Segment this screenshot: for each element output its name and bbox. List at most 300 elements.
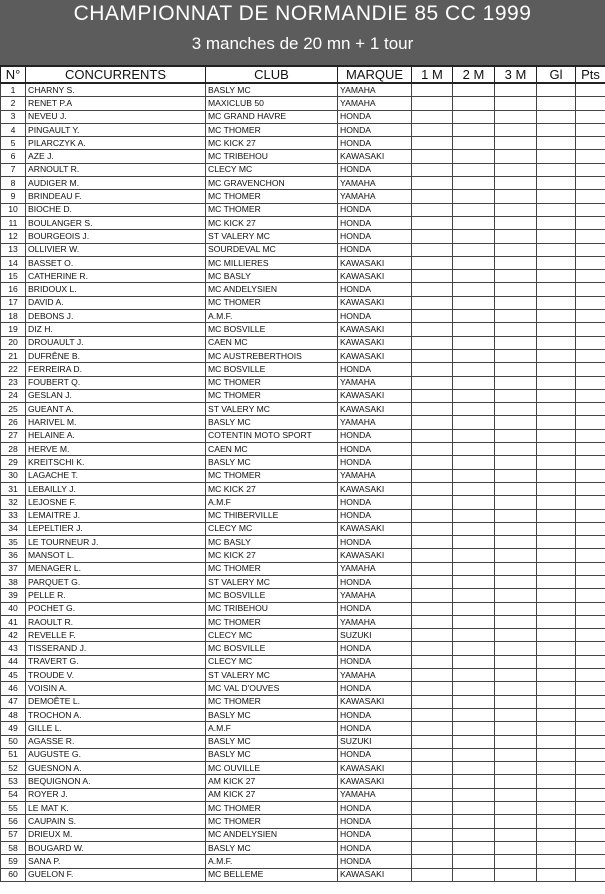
table-row <box>1 655 605 668</box>
brand-name: YAMAHA <box>338 83 412 97</box>
result-cell <box>537 602 576 615</box>
club-name: MC KICK 27 <box>206 549 338 562</box>
table-row <box>1 562 605 575</box>
brand-name: KAWASAKI <box>338 762 412 775</box>
row-number: 16 <box>1 283 26 296</box>
result-cell <box>576 150 605 163</box>
club-name: SOURDEVAL MC <box>206 243 338 256</box>
result-cell <box>453 536 495 549</box>
brand-name: YAMAHA <box>338 669 412 682</box>
club-name: MC BASLY <box>206 536 338 549</box>
club-name: MC BOSVILLE <box>206 363 338 376</box>
result-cell <box>537 296 576 309</box>
competitor-name: PARQUET G. <box>26 575 206 588</box>
row-number: 44 <box>1 655 26 668</box>
row-number: 3 <box>1 110 26 123</box>
result-cell <box>495 469 537 482</box>
brand-name: KAWASAKI <box>338 522 412 535</box>
result-cell <box>537 256 576 269</box>
row-number: 30 <box>1 469 26 482</box>
result-cell <box>495 456 537 469</box>
result-cell <box>453 216 495 229</box>
row-number: 46 <box>1 682 26 695</box>
result-cell <box>412 536 453 549</box>
result-cell <box>453 589 495 602</box>
table-row <box>1 323 605 336</box>
result-cell <box>495 123 537 136</box>
result-cell <box>495 802 537 815</box>
row-number: 32 <box>1 496 26 509</box>
result-cell <box>412 310 453 323</box>
club-name: MC BOSVILLE <box>206 642 338 655</box>
brand-name: HONDA <box>338 536 412 549</box>
page-subtitle: 3 manches de 20 mn + 1 tour <box>191 34 414 53</box>
result-cell <box>412 695 453 708</box>
result-cell <box>412 735 453 748</box>
club-name: BASLY MC <box>206 748 338 761</box>
club-name: MC THOMER <box>206 296 338 309</box>
result-cell <box>537 469 576 482</box>
row-number: 6 <box>1 150 26 163</box>
table-row <box>1 549 605 562</box>
row-number: 5 <box>1 137 26 150</box>
brand-name: HONDA <box>338 363 412 376</box>
result-cell <box>576 682 605 695</box>
result-cell <box>537 748 576 761</box>
competitor-name: AGASSE R. <box>26 735 206 748</box>
competitor-name: TROUDE V. <box>26 669 206 682</box>
row-number: 14 <box>1 256 26 269</box>
table-row <box>1 802 605 815</box>
competitor-name: DEBONS J. <box>26 310 206 323</box>
result-cell <box>495 575 537 588</box>
result-cell <box>537 416 576 429</box>
club-name: MC MILLIERES <box>206 256 338 269</box>
table-row <box>1 389 605 402</box>
brand-name: HONDA <box>338 708 412 721</box>
result-cell <box>412 190 453 203</box>
row-number: 55 <box>1 802 26 815</box>
result-cell <box>576 243 605 256</box>
brand-name: HONDA <box>338 123 412 136</box>
table-row <box>1 469 605 482</box>
result-cell <box>495 695 537 708</box>
table-row <box>1 815 605 828</box>
table-row <box>1 775 605 788</box>
competitor-name: GUESNON A. <box>26 762 206 775</box>
result-cell <box>412 443 453 456</box>
result-cell <box>412 349 453 362</box>
club-name: CAEN MC <box>206 443 338 456</box>
result-cell <box>537 349 576 362</box>
result-cell <box>453 296 495 309</box>
club-name: MC KICK 27 <box>206 482 338 495</box>
result-cell <box>412 642 453 655</box>
result-cell <box>537 216 576 229</box>
table-row <box>1 270 605 283</box>
brand-name: YAMAHA <box>338 190 412 203</box>
result-cell <box>576 403 605 416</box>
result-cell <box>576 788 605 801</box>
row-number: 21 <box>1 349 26 362</box>
table-row <box>1 522 605 535</box>
result-cell <box>537 669 576 682</box>
brand-name: HONDA <box>338 815 412 828</box>
row-number: 45 <box>1 669 26 682</box>
row-number: 26 <box>1 416 26 429</box>
result-cell <box>576 190 605 203</box>
row-number: 54 <box>1 788 26 801</box>
result-cell <box>537 855 576 868</box>
club-name: MC THOMER <box>206 123 338 136</box>
table-header-row <box>1 66 605 83</box>
result-cell <box>537 83 576 97</box>
table-row <box>1 163 605 176</box>
table-row <box>1 110 605 123</box>
result-cell <box>537 549 576 562</box>
competitor-name: GESLAN J. <box>26 389 206 402</box>
table-row <box>1 443 605 456</box>
result-cell <box>495 841 537 854</box>
row-number: 19 <box>1 323 26 336</box>
result-cell <box>495 203 537 216</box>
result-cell <box>495 855 537 868</box>
result-cell <box>576 270 605 283</box>
result-cell <box>537 190 576 203</box>
header-col-race-1: 1 M <box>412 66 453 83</box>
result-cell <box>453 283 495 296</box>
result-cell <box>453 416 495 429</box>
result-cell <box>453 429 495 442</box>
result-cell <box>412 615 453 628</box>
row-number: 23 <box>1 376 26 389</box>
result-cell <box>412 216 453 229</box>
result-cell <box>453 376 495 389</box>
row-number: 40 <box>1 602 26 615</box>
table-row <box>1 841 605 854</box>
result-cell <box>453 469 495 482</box>
brand-name: HONDA <box>338 722 412 735</box>
brand-name: SUZUKI <box>338 735 412 748</box>
row-number: 13 <box>1 243 26 256</box>
row-number: 1 <box>1 83 26 97</box>
table-row <box>1 403 605 416</box>
result-cell <box>495 283 537 296</box>
table-row <box>1 243 605 256</box>
result-cell <box>453 336 495 349</box>
result-cell <box>495 349 537 362</box>
result-cell <box>537 708 576 721</box>
table-row <box>1 482 605 495</box>
brand-name: YAMAHA <box>338 97 412 110</box>
result-cell <box>412 177 453 190</box>
result-cell <box>537 310 576 323</box>
result-cell <box>495 83 537 97</box>
competitor-name: HARIVEL M. <box>26 416 206 429</box>
result-cell <box>576 310 605 323</box>
result-cell <box>412 509 453 522</box>
competitor-name: BOULANGER S. <box>26 216 206 229</box>
result-cell <box>453 762 495 775</box>
club-name: ST VALERY MC <box>206 669 338 682</box>
club-name: MC TRIBEHOU <box>206 602 338 615</box>
brand-name: KAWASAKI <box>338 868 412 881</box>
result-cell <box>576 389 605 402</box>
result-cell <box>412 203 453 216</box>
brand-name: KAWASAKI <box>338 256 412 269</box>
result-cell <box>576 522 605 535</box>
result-cell <box>412 83 453 97</box>
table-row <box>1 602 605 615</box>
result-cell <box>537 762 576 775</box>
header-col-overall: Gl <box>537 66 576 83</box>
club-name: MC THOMER <box>206 562 338 575</box>
club-name: MC KICK 27 <box>206 216 338 229</box>
result-cell <box>412 602 453 615</box>
result-cell <box>537 575 576 588</box>
brand-name: KAWASAKI <box>338 150 412 163</box>
competitor-name: GILLE L. <box>26 722 206 735</box>
result-cell <box>537 403 576 416</box>
brand-name: YAMAHA <box>338 469 412 482</box>
competitor-name: GUEANT A. <box>26 403 206 416</box>
result-cell <box>495 163 537 176</box>
brand-name: HONDA <box>338 137 412 150</box>
competitor-name: AZE J. <box>26 150 206 163</box>
competitor-name: FERREIRA D. <box>26 363 206 376</box>
result-cell <box>412 815 453 828</box>
result-cell <box>453 243 495 256</box>
competitor-name: REVELLE F. <box>26 629 206 642</box>
result-cell <box>412 336 453 349</box>
brand-name: HONDA <box>338 456 412 469</box>
brand-name: HONDA <box>338 443 412 456</box>
table-row <box>1 828 605 841</box>
competitor-name: LE MAT K. <box>26 802 206 815</box>
club-name: BASLY MC <box>206 735 338 748</box>
table-row <box>1 376 605 389</box>
result-cell <box>576 802 605 815</box>
result-cell <box>495 522 537 535</box>
table-row <box>1 855 605 868</box>
result-cell <box>495 748 537 761</box>
result-cell <box>576 110 605 123</box>
header-col-brand: MARQUE <box>338 66 412 83</box>
header-banner <box>0 0 605 65</box>
result-cell <box>537 815 576 828</box>
row-number: 22 <box>1 363 26 376</box>
club-name: MC THIBERVILLE <box>206 509 338 522</box>
brand-name: KAWASAKI <box>338 549 412 562</box>
table-row <box>1 509 605 522</box>
result-cell <box>537 496 576 509</box>
competitor-name: PINGAULT Y. <box>26 123 206 136</box>
result-cell <box>537 868 576 881</box>
result-cell <box>537 230 576 243</box>
brand-name: HONDA <box>338 855 412 868</box>
result-cell <box>576 137 605 150</box>
result-cell <box>537 443 576 456</box>
row-number: 24 <box>1 389 26 402</box>
competitor-name: BEQUIGNON A. <box>26 775 206 788</box>
result-cell <box>495 216 537 229</box>
result-cell <box>576 536 605 549</box>
row-number: 18 <box>1 310 26 323</box>
result-cell <box>453 403 495 416</box>
result-cell <box>412 562 453 575</box>
club-name: MC GRAVENCHON <box>206 177 338 190</box>
competitor-name: AUDIGER M. <box>26 177 206 190</box>
competitor-name: LAGACHE T. <box>26 469 206 482</box>
brand-name: HONDA <box>338 243 412 256</box>
brand-name: HONDA <box>338 575 412 588</box>
result-cell <box>495 642 537 655</box>
row-number: 9 <box>1 190 26 203</box>
competitor-name: BRINDEAU F. <box>26 190 206 203</box>
brand-name: HONDA <box>338 216 412 229</box>
result-cell <box>412 270 453 283</box>
table-row <box>1 429 605 442</box>
table-row <box>1 536 605 549</box>
result-cell <box>537 775 576 788</box>
result-cell <box>537 509 576 522</box>
row-number: 20 <box>1 336 26 349</box>
club-name: BASLY MC <box>206 456 338 469</box>
brand-name: YAMAHA <box>338 376 412 389</box>
result-cell <box>576 642 605 655</box>
club-name: BASLY MC <box>206 83 338 97</box>
result-cell <box>576 655 605 668</box>
club-name: MC THOMER <box>206 815 338 828</box>
result-cell <box>412 855 453 868</box>
competitor-name: OLLIVIER W. <box>26 243 206 256</box>
result-cell <box>412 708 453 721</box>
competitor-name: BOURGEOIS J. <box>26 230 206 243</box>
result-cell <box>412 496 453 509</box>
row-number: 42 <box>1 629 26 642</box>
result-cell <box>453 203 495 216</box>
result-cell <box>412 868 453 881</box>
result-cell <box>412 748 453 761</box>
result-cell <box>412 682 453 695</box>
club-name: MC BASLY <box>206 270 338 283</box>
result-cell <box>453 482 495 495</box>
result-cell <box>412 137 453 150</box>
result-cell <box>537 655 576 668</box>
table-row <box>1 456 605 469</box>
competitor-name: LEJOSNE F. <box>26 496 206 509</box>
result-cell <box>576 469 605 482</box>
result-cell <box>495 762 537 775</box>
club-name: MC VAL D'OUVES <box>206 682 338 695</box>
club-name: AM KICK 27 <box>206 775 338 788</box>
competitor-name: LE TOURNEUR J. <box>26 536 206 549</box>
result-cell <box>537 283 576 296</box>
result-cell <box>537 615 576 628</box>
table-row <box>1 735 605 748</box>
result-cell <box>495 682 537 695</box>
result-cell <box>412 549 453 562</box>
row-number: 12 <box>1 230 26 243</box>
brand-name: KAWASAKI <box>338 296 412 309</box>
result-cell <box>537 336 576 349</box>
result-cell <box>453 855 495 868</box>
result-cell <box>576 363 605 376</box>
brand-name: HONDA <box>338 203 412 216</box>
result-cell <box>576 669 605 682</box>
result-cell <box>576 868 605 881</box>
result-cell <box>576 815 605 828</box>
competitor-name: BASSET O. <box>26 256 206 269</box>
result-cell <box>576 828 605 841</box>
result-cell <box>576 456 605 469</box>
result-cell <box>576 775 605 788</box>
result-cell <box>453 549 495 562</box>
result-cell <box>495 589 537 602</box>
table-row <box>1 296 605 309</box>
result-cell <box>495 655 537 668</box>
brand-name: YAMAHA <box>338 615 412 628</box>
result-cell <box>453 629 495 642</box>
result-cell <box>495 496 537 509</box>
result-cell <box>576 562 605 575</box>
result-cell <box>453 163 495 176</box>
competitor-name: DROUAULT J. <box>26 336 206 349</box>
competitor-name: CAUPAIN S. <box>26 815 206 828</box>
competitor-name: DRIEUX M. <box>26 828 206 841</box>
table-row <box>1 363 605 376</box>
header-col-number: N° <box>1 66 26 83</box>
row-number: 35 <box>1 536 26 549</box>
result-cell <box>576 323 605 336</box>
header-col-competitors: CONCURRENTS <box>26 66 206 83</box>
result-cell <box>495 230 537 243</box>
result-cell <box>495 270 537 283</box>
club-name: A.M.F <box>206 722 338 735</box>
brand-name: HONDA <box>338 429 412 442</box>
result-cell <box>453 868 495 881</box>
result-cell <box>576 509 605 522</box>
brand-name: KAWASAKI <box>338 775 412 788</box>
club-name: BASLY MC <box>206 416 338 429</box>
result-cell <box>537 536 576 549</box>
club-name: MC ANDELYSIEN <box>206 828 338 841</box>
row-number: 11 <box>1 216 26 229</box>
result-cell <box>576 83 605 97</box>
table-row <box>1 695 605 708</box>
result-cell <box>453 256 495 269</box>
result-cell <box>453 509 495 522</box>
table-row <box>1 310 605 323</box>
table-row <box>1 642 605 655</box>
row-number: 33 <box>1 509 26 522</box>
result-cell <box>495 815 537 828</box>
result-cell <box>576 177 605 190</box>
result-cell <box>495 403 537 416</box>
result-cell <box>576 762 605 775</box>
result-cell <box>576 735 605 748</box>
result-cell <box>576 123 605 136</box>
result-cell <box>495 97 537 110</box>
result-cell <box>495 336 537 349</box>
competitor-name: BRIDOUX L. <box>26 283 206 296</box>
brand-name: HONDA <box>338 496 412 509</box>
result-cell <box>453 615 495 628</box>
result-cell <box>453 323 495 336</box>
result-cell <box>495 562 537 575</box>
row-number: 34 <box>1 522 26 535</box>
brand-name: KAWASAKI <box>338 323 412 336</box>
